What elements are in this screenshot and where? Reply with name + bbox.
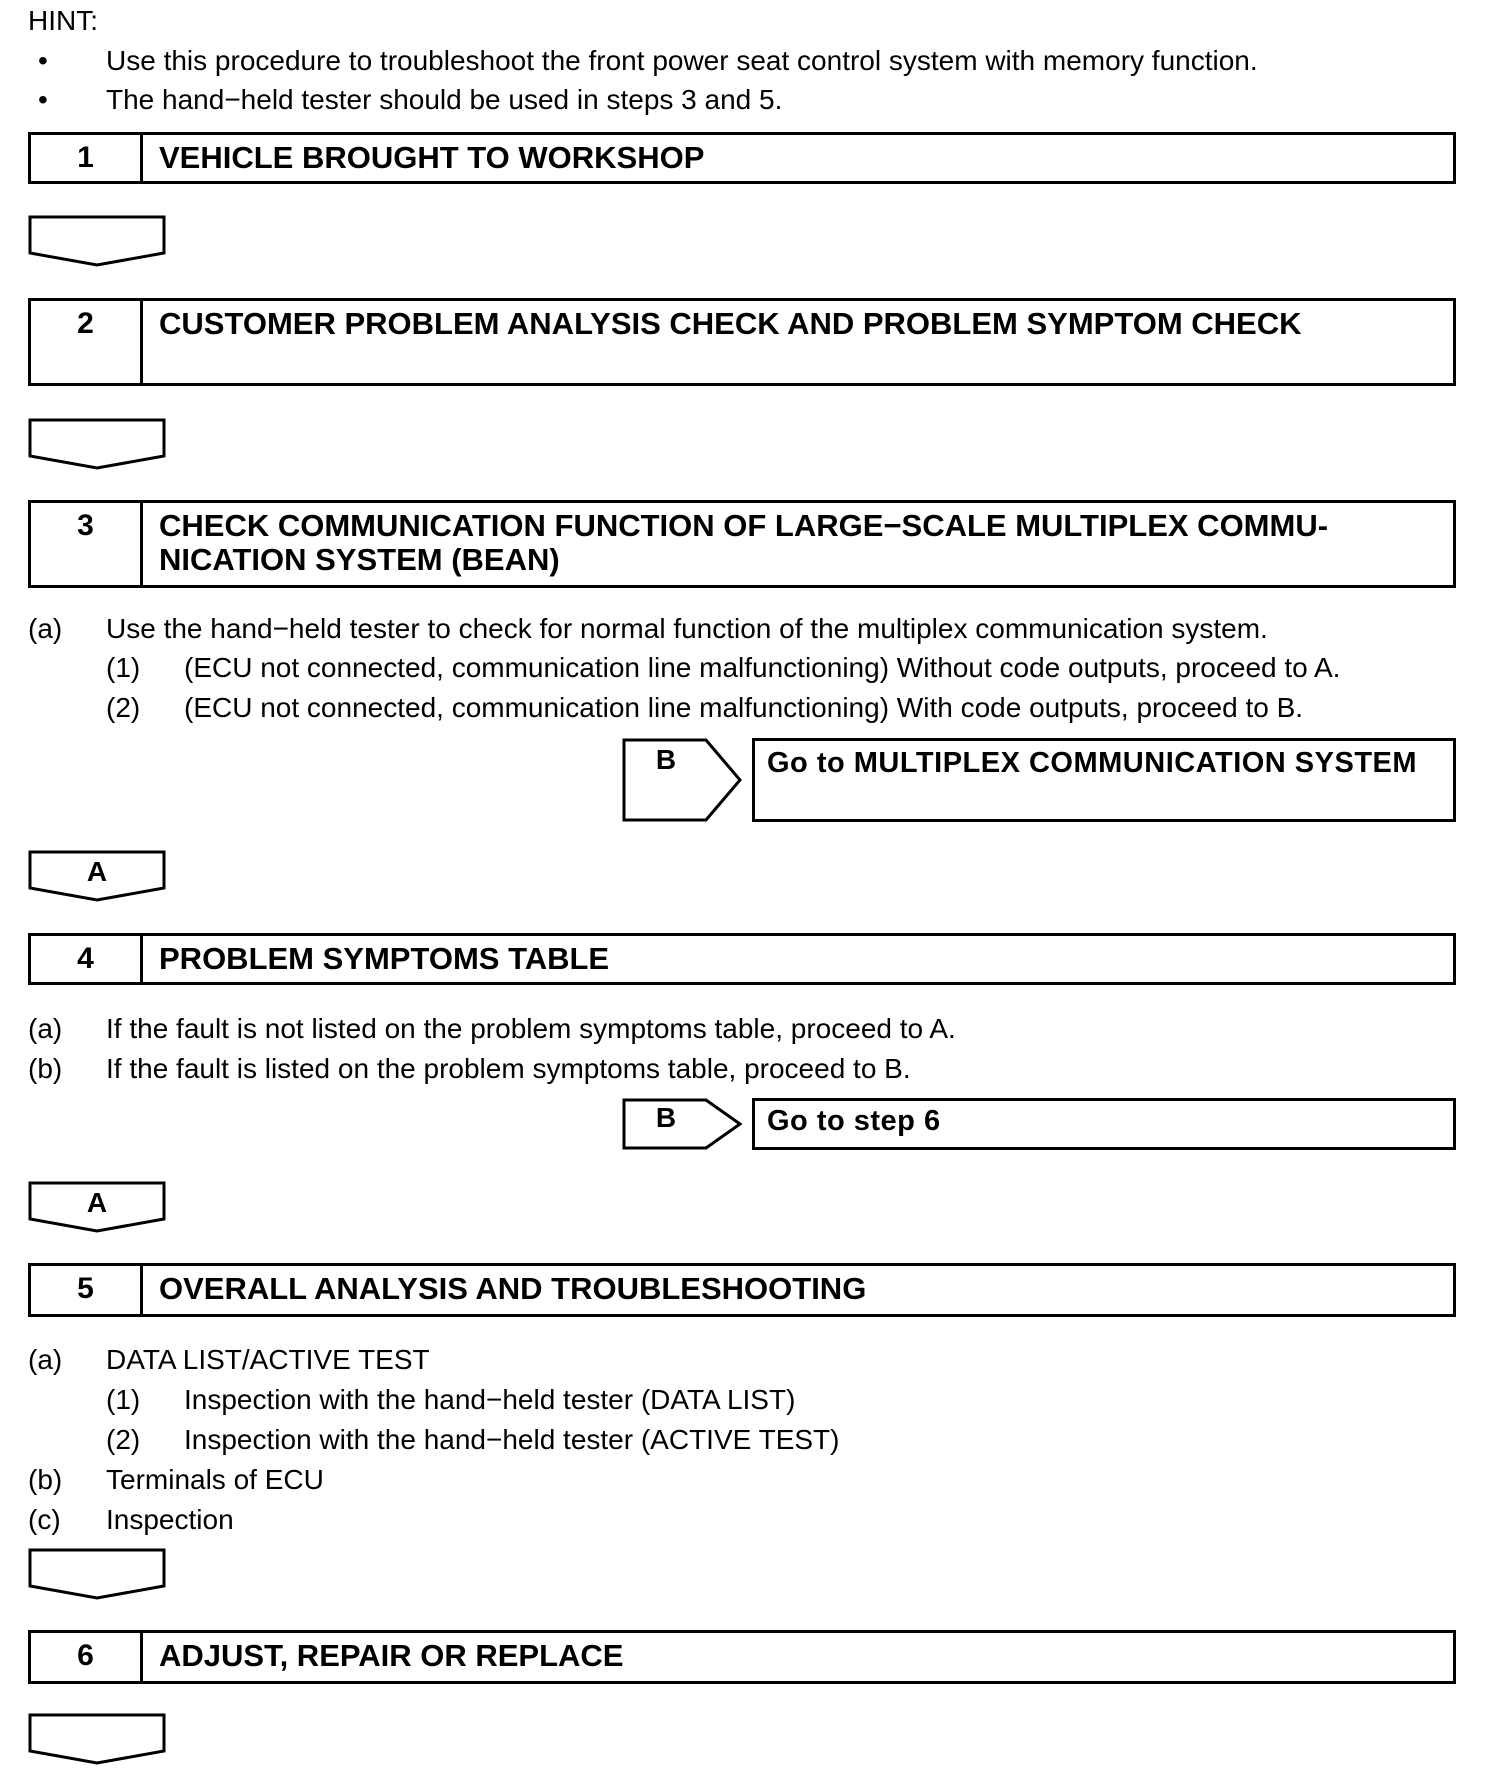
item-text: Use the hand−held tester to check for normal function of the multiplex communication system. bbox=[106, 613, 1268, 644]
branch-label: B bbox=[655, 1102, 677, 1133]
sub-item-marker: (1) bbox=[106, 1384, 141, 1415]
sub-item-text: (ECU not connected, communication line malfunctioning) With code outputs, proceed to B. bbox=[184, 692, 1304, 723]
down-arrow-icon bbox=[28, 1713, 166, 1765]
item-text: DATA LIST/ACTIVE TEST bbox=[106, 1344, 430, 1375]
hint-bullet-1: Use this procedure to troubleshoot the front power seat control system with memory function. bbox=[106, 45, 1258, 76]
goto-box bbox=[752, 738, 1456, 822]
down-arrow-icon bbox=[28, 418, 166, 470]
arrow-label: A bbox=[86, 1187, 108, 1218]
sub-item-text: Inspection with the hand−held tester (DATA LIST) bbox=[184, 1384, 796, 1415]
item-marker: (b) bbox=[28, 1053, 63, 1084]
step-number: 3 bbox=[31, 503, 143, 585]
step-number: 6 bbox=[31, 1633, 143, 1681]
hint-bullet-2: The hand−held tester should be used in steps 3 and 5. bbox=[106, 84, 783, 115]
step-2-box bbox=[28, 298, 1456, 386]
branch-b-arrow bbox=[622, 1098, 750, 1150]
step-number: 5 bbox=[31, 1266, 143, 1314]
item-text: Inspection bbox=[106, 1504, 234, 1535]
branch-b-arrow bbox=[622, 738, 750, 822]
step-number: 4 bbox=[31, 936, 143, 982]
goto-text: Go to MULTIPLEX COMMUNICATION SYSTEM bbox=[767, 747, 1418, 779]
step-title: CUSTOMER PROBLEM ANALYSIS CHECK AND PROBLEM SYMPTOM CHECK bbox=[159, 306, 1302, 341]
bullet-icon: • bbox=[38, 84, 48, 115]
sub-item-marker: (1) bbox=[106, 652, 141, 683]
branch-label: B bbox=[655, 744, 677, 775]
item-marker: (a) bbox=[28, 613, 63, 644]
step-title: OVERALL ANALYSIS AND TROUBLESHOOTING bbox=[159, 1271, 867, 1306]
item-text: Terminals of ECU bbox=[106, 1464, 324, 1495]
step-number: 1 bbox=[31, 135, 143, 181]
step-title-line-2: NICATION SYSTEM (BEAN) bbox=[159, 542, 560, 577]
step-6-box bbox=[28, 1630, 1456, 1684]
arrow-label: A bbox=[86, 856, 108, 887]
step-3-box bbox=[28, 500, 1456, 588]
step-4-box bbox=[28, 933, 1456, 985]
item-marker: (b) bbox=[28, 1464, 63, 1495]
item-marker: (a) bbox=[28, 1013, 63, 1044]
sub-item-text: Inspection with the hand−held tester (ACTIVE TEST) bbox=[184, 1424, 840, 1455]
step-title-line-1: CHECK COMMUNICATION FUNCTION OF LARGE−SCALE MULTIPLEX COMMU- bbox=[159, 508, 1329, 543]
step-number: 2 bbox=[31, 301, 143, 383]
step-5-box bbox=[28, 1263, 1456, 1317]
down-arrow-icon bbox=[28, 1548, 166, 1600]
step-title: VEHICLE BROUGHT TO WORKSHOP bbox=[159, 140, 705, 175]
step-title: PROBLEM SYMPTOMS TABLE bbox=[159, 941, 610, 976]
sub-item-marker: (2) bbox=[106, 692, 141, 723]
item-marker: (c) bbox=[28, 1504, 61, 1535]
down-arrow-icon bbox=[28, 850, 166, 902]
item-text: If the fault is listed on the problem symptoms table, proceed to B. bbox=[106, 1053, 911, 1084]
hint-label: HINT: bbox=[28, 5, 98, 36]
step-title bbox=[159, 509, 1445, 577]
sub-item-text: (ECU not connected, communication line malfunctioning) Without code outputs, proceed to A. bbox=[184, 652, 1341, 683]
bullet-icon: • bbox=[38, 45, 48, 76]
down-arrow-icon bbox=[28, 1181, 166, 1233]
goto-text: Go to step 6 bbox=[767, 1105, 941, 1137]
sub-item-marker: (2) bbox=[106, 1424, 141, 1455]
step-1-box bbox=[28, 132, 1456, 184]
goto-box bbox=[752, 1098, 1456, 1150]
item-marker: (a) bbox=[28, 1344, 63, 1375]
item-text: If the fault is not listed on the problem symptoms table, proceed to A. bbox=[106, 1013, 956, 1044]
down-arrow-icon bbox=[28, 215, 166, 267]
step-title: ADJUST, REPAIR OR REPLACE bbox=[159, 1638, 624, 1673]
